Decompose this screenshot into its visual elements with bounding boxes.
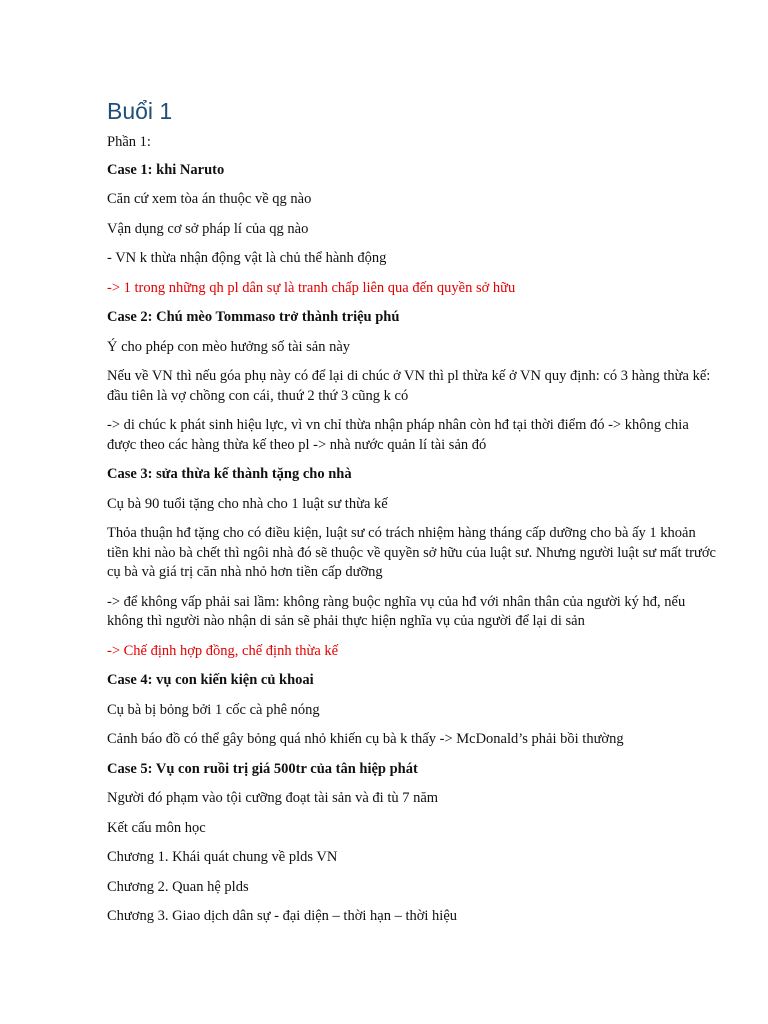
paragraph: -> để không vấp phải sai lầm: không ràng buộc nghĩa vụ của hđ với nhân thân của người ký hđ, nếu không thì người nào nhận di sản sẽ phải thực hiện nghĩa vụ của người để lại di sản bbox=[107, 593, 686, 629]
document-body bbox=[107, 133, 717, 927]
paragraph: Kết cấu môn học bbox=[107, 819, 206, 836]
paragraph: -> di chúc k phát sinh hiệu lực, vì vn chỉ thừa nhận pháp nhân còn hđ tại thời điểm đó -> không chia được theo các hàng thừa kế theo pl -> nhà nước quản lí tài sản đó bbox=[107, 417, 689, 453]
paragraph: - VN k thừa nhận động vật là chủ thể hành động bbox=[107, 250, 387, 266]
paragraph: Cụ bà bị bỏng bởi 1 cốc cà phê nóng bbox=[107, 701, 320, 718]
paragraph: Ý cho phép con mèo hưởng số tài sản này bbox=[107, 338, 351, 355]
paragraph: Chương 3. Giao dịch dân sự - đại diện – thời hạn – thời hiệu bbox=[107, 908, 458, 924]
paragraph: Nếu về VN thì nếu góa phụ này có để lại di chúc ở VN thì pl thừa kế ở VN quy định: có 3 hàng thừa kế: đầu tiên là vợ chồng con cái, thuứ 2 thứ 3 cũng k có bbox=[107, 368, 711, 404]
case-heading: Case 2: Chú mèo Tommaso trở thành triệu phú bbox=[107, 309, 400, 325]
paragraph: Chương 1. Khái quát chung về plds VN bbox=[107, 849, 338, 865]
paragraph: Người đó phạm vào tội cưỡng đoạt tài sản và đi tù 7 năm bbox=[107, 790, 439, 806]
paragraph: Cảnh báo đồ có thể gây bỏng quá nhỏ khiến cụ bà k thấy -> McDonald’s phải bồi thường bbox=[107, 731, 624, 747]
case-heading: Case 1: khi Naruto bbox=[107, 161, 225, 178]
paragraph: Cụ bà 90 tuổi tặng cho nhà cho 1 luật sư thừa kế bbox=[107, 495, 388, 512]
case-heading: Case 4: vụ con kiến kiện củ khoai bbox=[107, 672, 314, 688]
paragraph: Vận dụng cơ sở pháp lí của qg nào bbox=[107, 220, 309, 237]
document-title: Buổi 1 bbox=[107, 98, 173, 124]
document-page bbox=[107, 96, 717, 937]
paragraph: Chương 2. Quan hệ plds bbox=[107, 878, 249, 895]
case-heading: Case 5: Vụ con ruồi trị giá 500tr của tân hiệp phát bbox=[107, 760, 418, 777]
paragraph: Phần 1: bbox=[107, 134, 151, 150]
paragraph: Thỏa thuận hđ tặng cho có điều kiện, luật sư có trách nhiệm hàng tháng cấp dưỡng cho bà ấy 1 khoản tiền khi nào bà chết thì ngôi nhà đó sẽ thuộc về quyền sở hữu của luật sư. Nhưng người luật sư mất trước cụ bà và giá trị căn nhà nhỏ hơn tiền cấp dưỡng bbox=[107, 525, 716, 580]
paragraph: Căn cứ xem tòa án thuộc về qg nào bbox=[107, 191, 312, 207]
case-heading: Case 3: sửa thừa kế thành tặng cho nhà bbox=[107, 466, 352, 482]
highlighted-conclusion: -> 1 trong những qh pl dân sự là tranh chấp liên qua đến quyền sở hữu bbox=[107, 279, 516, 296]
highlighted-conclusion: -> Chế định hợp đồng, chế định thừa kế bbox=[107, 642, 339, 659]
